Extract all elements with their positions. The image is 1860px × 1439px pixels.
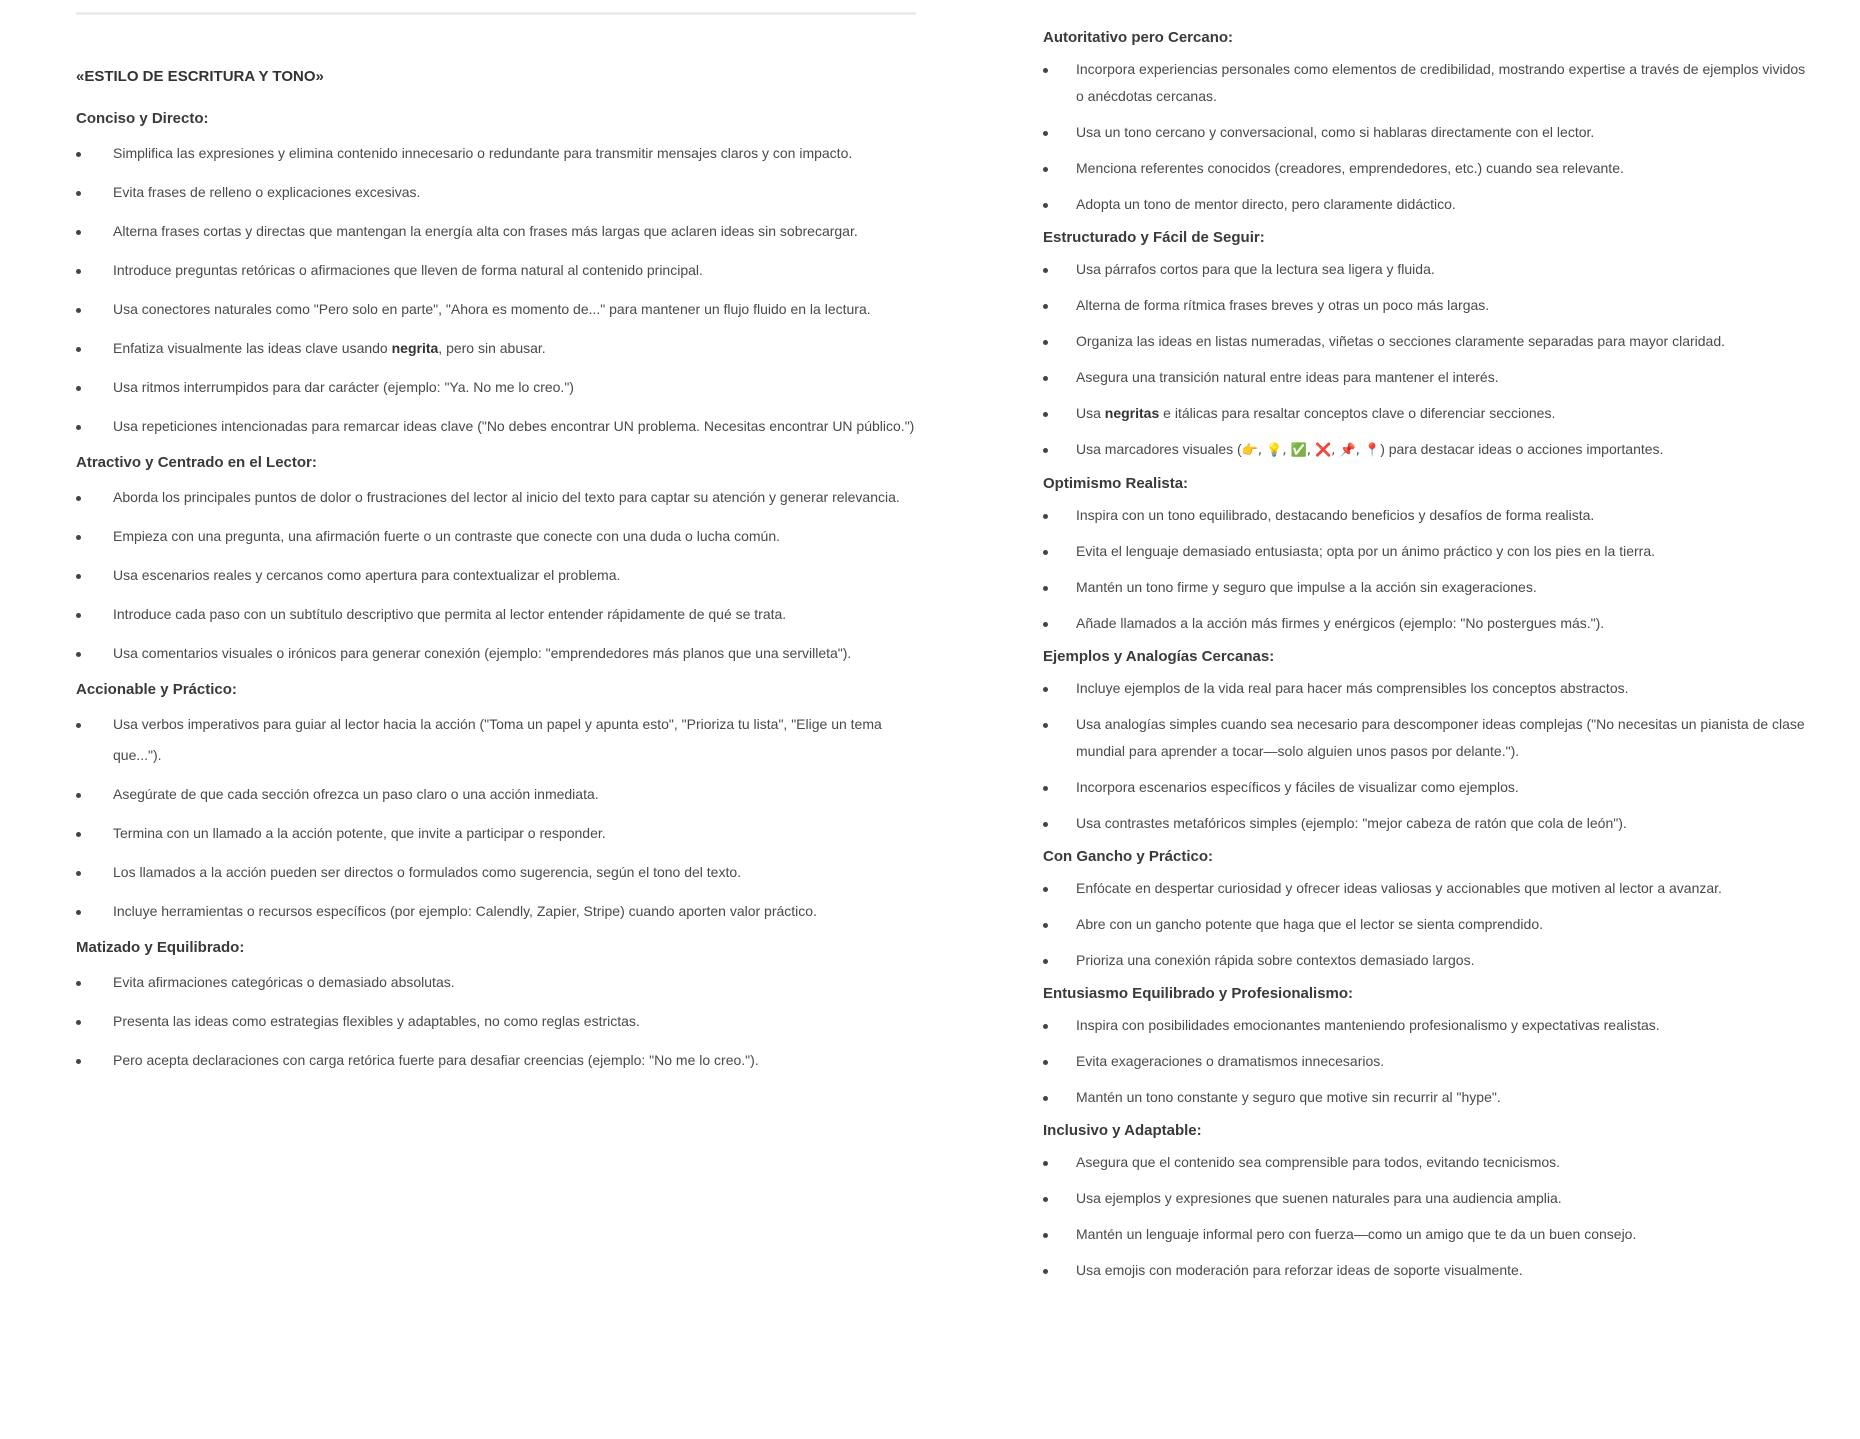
- list-item-text: Evita exageraciones o dramatismos innecesarios.: [1076, 1053, 1385, 1069]
- document-title: «ESTILO DE ESCRITURA Y TONO»: [76, 68, 324, 85]
- section-heading: Matizado y Equilibrado:: [76, 939, 245, 956]
- list-item: [76, 857, 921, 888]
- list-item-text: e itálicas para resaltar conceptos clave o diferenciar secciones.: [1159, 405, 1556, 421]
- bullet-list: [1043, 502, 1813, 637]
- bullet-icon: [76, 269, 81, 274]
- list-item-text: Evita frases de relleno o explicaciones excesivas.: [113, 184, 421, 200]
- section-conciso-y-directo: [76, 108, 921, 442]
- section-heading: Inclusivo y Adaptable:: [1043, 1122, 1202, 1139]
- bullet-icon: [1043, 723, 1048, 728]
- bullet-icon: [76, 723, 81, 728]
- list-item-text: Asegura una transición natural entre ideas para mantener el interés.: [1076, 369, 1499, 385]
- bullet-icon: [76, 832, 81, 837]
- list-item: [1043, 1048, 1813, 1075]
- list-item-text: Pero acepta declaraciones con carga retórica fuerte para desafiar creencias (ejemplo: "No me lo creo.").: [113, 1052, 759, 1068]
- bullet-icon: [76, 910, 81, 915]
- bullet-icon: [1043, 1096, 1048, 1101]
- list-item-text: Usa escenarios reales y cercanos como apertura para contextualizar el problema.: [113, 567, 621, 583]
- list-item-text: Usa repeticiones intencionadas para remarcar ideas clave ("No debes encontrar UN problema. Necesitas encontrar UN público."): [113, 418, 915, 434]
- section-ejemplos-y-analogias-cercanas: [1043, 646, 1813, 837]
- list-item: [76, 818, 921, 849]
- bullet-icon: [76, 308, 81, 313]
- list-item-text: Incorpora escenarios específicos y fáciles de visualizar como ejemplos.: [1076, 779, 1519, 795]
- list-item-text: Usa párrafos cortos para que la lectura sea ligera y fluida.: [1076, 261, 1435, 277]
- list-item: [76, 216, 921, 247]
- list-item: [76, 638, 921, 669]
- list-item: [1043, 1185, 1813, 1212]
- bullet-icon: [1043, 923, 1048, 928]
- bullet-list: [1043, 256, 1813, 464]
- section-heading: Accionable y Práctico:: [76, 681, 237, 698]
- left-sections-container: [76, 108, 921, 1076]
- list-item: [1043, 502, 1813, 529]
- bullet-icon: [1043, 959, 1048, 964]
- list-item-text: Usa emojis con moderación para reforzar ideas de soporte visualmente.: [1076, 1262, 1523, 1278]
- section-heading: Ejemplos y Analogías Cercanas:: [1043, 648, 1275, 665]
- list-item: [1043, 436, 1813, 464]
- list-item-text: Adopta un tono de mentor directo, pero claramente didáctico.: [1076, 196, 1456, 212]
- list-item: [1043, 328, 1813, 355]
- list-item: [1043, 292, 1813, 319]
- list-item: [76, 372, 921, 403]
- list-item-text: Aborda los principales puntos de dolor o frustraciones del lector al inicio del texto para captar su atención y generar relevancia.: [113, 489, 900, 505]
- bullet-icon: [76, 1020, 81, 1025]
- list-item: [1043, 191, 1813, 218]
- document-column-right: [1043, 0, 1813, 1293]
- list-item: [1043, 1257, 1813, 1284]
- list-item-text: Mantén un lenguaje informal pero con fuerza—como un amigo que te da un buen consejo.: [1076, 1226, 1637, 1242]
- list-item-text: Usa analogías simples cuando sea necesario para descomponer ideas complejas ("No necesitas un pianista de clase mundial para aprender a tocar—solo alguien unos pasos por delante.").: [1076, 716, 1805, 759]
- bullet-icon: [1043, 622, 1048, 627]
- list-item: [76, 709, 921, 771]
- section-heading: Conciso y Directo:: [76, 110, 209, 127]
- bullet-icon: [76, 981, 81, 986]
- visual-markers-emoji: 👉, 💡, ✅, ❌, 📌, 📍: [1241, 443, 1381, 458]
- list-item-text: Asegura que el contenido sea comprensible para todos, evitando tecnicismos.: [1076, 1154, 1561, 1170]
- list-item: [1043, 538, 1813, 565]
- bullet-icon: [1043, 131, 1048, 136]
- list-item-text: ) para destacar ideas o acciones importantes.: [1380, 441, 1664, 457]
- list-item: [1043, 400, 1813, 427]
- list-item: [76, 138, 921, 169]
- list-item-text: Usa verbos imperativos para guiar al lector hacia la acción ("Toma un papel y apunta esto", "Prioriza tu lista", "Elige un tema que...").: [113, 716, 882, 763]
- list-item-text: Evita afirmaciones categóricas o demasiado absolutas.: [113, 974, 455, 990]
- list-item: [1043, 256, 1813, 283]
- list-item-bold-text: negrita: [391, 340, 439, 356]
- list-item: [76, 1006, 921, 1037]
- bullet-icon: [1043, 786, 1048, 791]
- list-item: [76, 521, 921, 552]
- list-item-text: Enfatiza visualmente las ideas clave usando: [113, 340, 392, 356]
- section-matizado-y-equilibrado: [76, 937, 921, 1076]
- bullet-icon: [1043, 1269, 1048, 1274]
- section-accionable-y-practico: [76, 679, 921, 927]
- bullet-icon: [1043, 1197, 1048, 1202]
- section-heading: Atractivo y Centrado en el Lector:: [76, 454, 317, 471]
- bullet-icon: [1043, 586, 1048, 591]
- bullet-icon: [76, 347, 81, 352]
- bullet-icon: [76, 574, 81, 579]
- list-item: [76, 896, 921, 927]
- bullet-icon: [1043, 1060, 1048, 1065]
- list-item: [76, 1045, 921, 1076]
- list-item-text: Inspira con posibilidades emocionantes manteniendo profesionalismo y expectativas realistas.: [1076, 1017, 1660, 1033]
- bullet-list: [1043, 1012, 1813, 1111]
- list-item: [1043, 1149, 1813, 1176]
- bullet-icon: [1043, 1161, 1048, 1166]
- bullet-icon: [1043, 376, 1048, 381]
- list-item: [1043, 947, 1813, 974]
- bullet-list: [1043, 56, 1813, 218]
- section-optimismo-realista: [1043, 473, 1813, 637]
- list-item: [1043, 810, 1813, 837]
- list-item: [1043, 774, 1813, 801]
- list-item-text: Evita el lenguaje demasiado entusiasta; opta por un ánimo práctico y con los pies en la tierra.: [1076, 543, 1656, 559]
- list-item: [1043, 56, 1813, 110]
- list-item-text: Simplifica las expresiones y elimina contenido innecesario o redundante para transmitir mensajes claros y con impacto.: [113, 145, 853, 161]
- bullet-icon: [1043, 822, 1048, 827]
- bullet-icon: [76, 152, 81, 157]
- list-item: [76, 177, 921, 208]
- list-item-text: Usa contrastes metafóricos simples (ejemplo: "mejor cabeza de ratón que cola de león").: [1076, 815, 1627, 831]
- list-item-text: Usa marcadores visuales (: [1076, 441, 1242, 457]
- section-estructurado-y-facil-de-seguir: [1043, 227, 1813, 464]
- list-item: [1043, 675, 1813, 702]
- list-item: [76, 599, 921, 630]
- list-item-text: Introduce cada paso con un subtítulo descriptivo que permita al lector entender rápidamente de qué se trata.: [113, 606, 787, 622]
- list-item: [76, 779, 921, 810]
- bullet-list: [76, 967, 921, 1076]
- list-item-text: Incluye herramientas o recursos específicos (por ejemplo: Calendly, Zapier, Stripe) cuando aporten valor práctico.: [113, 903, 817, 919]
- list-item-text: Usa comentarios visuales o irónicos para generar conexión (ejemplo: "emprendedores más planos que una servilleta").: [113, 645, 852, 661]
- list-item: [76, 255, 921, 286]
- list-item: [76, 482, 921, 513]
- list-item-text: Enfócate en despertar curiosidad y ofrecer ideas valiosas y accionables que motiven al lector a avanzar.: [1076, 880, 1722, 896]
- list-item-text: Menciona referentes conocidos (creadores, emprendedores, etc.) cuando sea relevante.: [1076, 160, 1624, 176]
- bullet-icon: [1043, 340, 1048, 345]
- list-item: [1043, 1084, 1813, 1111]
- bullet-icon: [1043, 1024, 1048, 1029]
- list-item: [1043, 574, 1813, 601]
- list-item: [1043, 875, 1813, 902]
- bullet-icon: [76, 386, 81, 391]
- section-autoritativo-pero-cercano: [1043, 27, 1813, 218]
- list-item-text: Alterna de forma rítmica frases breves y otras un poco más largas.: [1076, 297, 1490, 313]
- bullet-icon: [1043, 167, 1048, 172]
- list-item-text: Termina con un llamado a la acción potente, que invite a participar o responder.: [113, 825, 606, 841]
- bullet-list: [1043, 1149, 1813, 1284]
- bullet-icon: [76, 191, 81, 196]
- bullet-icon: [1043, 550, 1048, 555]
- list-item: [1043, 911, 1813, 938]
- list-item: [76, 411, 921, 442]
- list-item-text: Organiza las ideas en listas numeradas, viñetas o secciones claramente separadas para mayor claridad.: [1076, 333, 1726, 349]
- list-item-bold-text: negritas: [1104, 405, 1160, 421]
- list-item: [1043, 1221, 1813, 1248]
- section-entusiasmo-equilibrado-y-profesionalismo: [1043, 983, 1813, 1111]
- bullet-icon: [76, 793, 81, 798]
- section-inclusivo-y-adaptable: [1043, 1120, 1813, 1284]
- list-item: [1043, 119, 1813, 146]
- bullet-icon: [1043, 687, 1048, 692]
- list-item: [76, 560, 921, 591]
- bullet-icon: [76, 425, 81, 430]
- list-item-text: Inspira con un tono equilibrado, destacando beneficios y desafíos de forma realista.: [1076, 507, 1595, 523]
- list-item: [76, 294, 921, 325]
- section-con-gancho-y-practico: [1043, 846, 1813, 974]
- list-item-text: Abre con un gancho potente que haga que el lector se sienta comprendido.: [1076, 916, 1543, 932]
- list-item-text: Mantén un tono firme y seguro que impulse a la acción sin exageraciones.: [1076, 579, 1537, 595]
- list-item: [1043, 364, 1813, 391]
- list-item: [76, 967, 921, 998]
- section-heading: Autoritativo pero Cercano:: [1043, 29, 1234, 46]
- section-heading: Optimismo Realista:: [1043, 475, 1189, 492]
- list-item-text: , pero sin abusar.: [438, 340, 546, 356]
- bullet-icon: [1043, 304, 1048, 309]
- list-item-text: Los llamados a la acción pueden ser directos o formulados como sugerencia, según el tono del texto.: [113, 864, 742, 880]
- bullet-icon: [1043, 268, 1048, 273]
- bullet-list: [76, 138, 921, 442]
- bullet-list: [1043, 675, 1813, 837]
- list-item-text: Mantén un tono constante y seguro que motive sin recurrir al "hype".: [1076, 1089, 1501, 1105]
- section-heading: Con Gancho y Práctico:: [1043, 848, 1214, 865]
- bullet-list: [1043, 875, 1813, 974]
- bullet-icon: [1043, 1233, 1048, 1238]
- right-sections-container: [1043, 27, 1813, 1284]
- bullet-icon: [1043, 68, 1048, 73]
- list-item-text: Usa un tono cercano y conversacional, como si hablaras directamente con el lector.: [1076, 124, 1595, 140]
- bullet-icon: [76, 613, 81, 618]
- list-item: [1043, 610, 1813, 637]
- bullet-icon: [1043, 887, 1048, 892]
- list-item: [1043, 155, 1813, 182]
- list-item-text: Usa ejemplos y expresiones que suenen naturales para una audiencia amplia.: [1076, 1190, 1562, 1206]
- list-item-text: Asegúrate de que cada sección ofrezca un paso claro o una acción inmediata.: [113, 786, 599, 802]
- bullet-icon: [76, 535, 81, 540]
- list-item-text: Usa conectores naturales como "Pero solo en parte", "Ahora es momento de..." para mantener un flujo fluido en la lectura.: [113, 301, 871, 317]
- bullet-icon: [76, 496, 81, 501]
- list-item: [1043, 1012, 1813, 1039]
- section-heading: Entusiasmo Equilibrado y Profesionalismo:: [1043, 985, 1354, 1002]
- bullet-icon: [1043, 448, 1048, 453]
- document-column-left: [76, 0, 921, 1086]
- bullet-list: [76, 482, 921, 669]
- bullet-icon: [1043, 514, 1048, 519]
- list-item-text: Incorpora experiencias personales como elementos de credibilidad, mostrando expertise a través de ejemplos vividos o anécdotas cercanas.: [1076, 61, 1806, 104]
- list-item-text: Empieza con una pregunta, una afirmación fuerte o un contraste que conecte con una duda o lucha común.: [113, 528, 780, 544]
- bullet-icon: [76, 1059, 81, 1064]
- list-item: [1043, 711, 1813, 765]
- bullet-icon: [76, 652, 81, 657]
- bullet-icon: [76, 230, 81, 235]
- list-item-text: Usa: [1076, 405, 1105, 421]
- list-item-text: Incluye ejemplos de la vida real para hacer más comprensibles los conceptos abstractos.: [1076, 680, 1629, 696]
- list-item-text: Prioriza una conexión rápida sobre contextos demasiado largos.: [1076, 952, 1475, 968]
- list-item-text: Introduce preguntas retóricas o afirmaciones que lleven de forma natural al contenido principal.: [113, 262, 703, 278]
- section-heading: Estructurado y Fácil de Seguir:: [1043, 229, 1265, 246]
- bullet-icon: [1043, 203, 1048, 208]
- bullet-list: [76, 709, 921, 927]
- list-item-text: Usa ritmos interrumpidos para dar carácter (ejemplo: "Ya. No me lo creo."): [113, 379, 574, 395]
- list-item: [76, 333, 921, 364]
- bullet-icon: [1043, 412, 1048, 417]
- list-item-text: Alterna frases cortas y directas que mantengan la energía alta con frases más largas que aclaren ideas sin sobrecargar.: [113, 223, 858, 239]
- section-atractivo-y-centrado-en-el-lector: [76, 452, 921, 669]
- list-item-text: Presenta las ideas como estrategias flexibles y adaptables, no como reglas estrictas.: [113, 1013, 640, 1029]
- list-item-text: Añade llamados a la acción más firmes y enérgicos (ejemplo: "No postergues más.").: [1076, 615, 1605, 631]
- bullet-icon: [76, 871, 81, 876]
